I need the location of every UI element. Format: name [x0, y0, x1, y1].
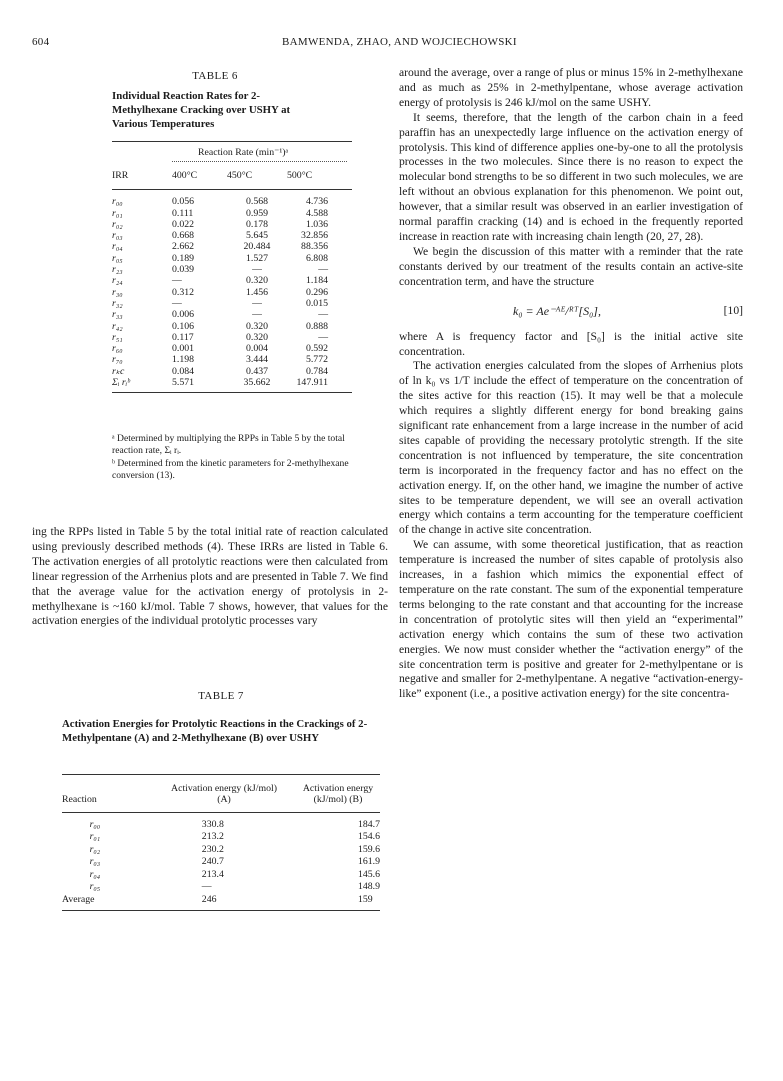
- table6-rate-label: r₀₄: [112, 241, 123, 253]
- table6-group-header: Reaction Rate (min⁻¹)ᵃ: [198, 147, 289, 158]
- table6-cell: 1.198: [172, 354, 195, 366]
- table6-grid: [112, 170, 352, 181]
- table6-cell: —: [252, 264, 262, 276]
- table6-cell: 0.015: [305, 297, 328, 309]
- table7-cell: 148.9: [357, 881, 380, 893]
- table6-rate-label: r₃₃: [112, 309, 123, 321]
- table6-bottom-rule: [112, 392, 352, 393]
- table6-rate-label: r₀₅: [112, 252, 123, 264]
- table6-head-row: [112, 170, 352, 181]
- table6-cell: 0.320: [245, 331, 269, 343]
- table6-cell: 3.444: [245, 354, 269, 366]
- table6-rate-label: rₖc: [112, 365, 125, 377]
- table7-body: [62, 819, 380, 907]
- table6-cell: 5.772: [305, 354, 328, 366]
- table6-cell: 88.356: [301, 241, 328, 253]
- table6-cell: 1.527: [245, 252, 269, 264]
- table6-cell: 0.888: [305, 320, 328, 332]
- table7-row: [62, 869, 380, 882]
- table7-row: [62, 831, 380, 844]
- table7-row: [62, 881, 380, 894]
- table7-cell: 159.6: [357, 843, 380, 855]
- table7-cell: 154.6: [357, 831, 380, 843]
- body-paragraph: We begin the discussion of this matter with a reminder that the rate constants derived by our treatment of the results contain an active-site concentration term, and have the structure: [399, 244, 743, 288]
- table6-cell: 0.296: [305, 286, 328, 298]
- right-column: [399, 66, 743, 702]
- table7-cell: 184.7: [357, 818, 380, 830]
- table7-reaction-label: r₀₀: [89, 818, 101, 830]
- table6-cell: 2.662: [172, 241, 195, 253]
- table7-row: [62, 844, 380, 857]
- table6-cell: 4.588: [305, 207, 328, 219]
- table6-rate-label: Σᵢ rᵢᵇ: [112, 377, 130, 389]
- table7-reaction-label: r₀₃: [89, 856, 101, 868]
- table6-cell: 0.189: [172, 252, 195, 264]
- table7-cell: 159: [357, 893, 373, 905]
- table6-label: TABLE 6: [192, 70, 238, 82]
- table6-rate-label: r₀₁: [112, 207, 123, 219]
- table6-rate-label: r₀₃: [112, 230, 123, 242]
- table6-row: [112, 287, 352, 298]
- table7: [62, 774, 380, 911]
- table6-rate-label: r₃₀: [112, 286, 123, 298]
- table6-rate-label: r₃₂: [112, 297, 123, 309]
- table6-row: [112, 219, 352, 230]
- table6-cell: 0.111: [172, 207, 194, 219]
- table6-cell: 5.571: [172, 377, 195, 389]
- table6-row: [112, 309, 352, 320]
- table6-cell: 0.320: [245, 275, 269, 287]
- table6-row: [112, 264, 352, 275]
- table6-cell: 0.004: [245, 343, 269, 355]
- body-paragraph: It seems, therefore, that the length of the carbon chain in a feed paraffin has an unexpectedly large influence on the activation energy of protolysis. This kind of difference applies one-by-one to all the protolysis processes in the two molecules. Since there is no reason to expect the molecular bond strengths to be so different in two such molecules, we are left without an obvious explanation for this phenomenon. We point out, however, that a similar result was observed in an earlier investigation of normal paraffin cracking (14) and is echoed in the frequently reported increase in reaction rate with increasing chain length (20, 27, 28).: [399, 110, 743, 243]
- table6-cell: 0.959: [245, 207, 269, 219]
- body-paragraph: around the average, over a range of plus or minus 15% in 2-methylhexane and as much as 25% in 2-methylpentane, whose average activation energy of protolysis is 246 kJ/mol on the same USHY.: [399, 66, 743, 109]
- table7-caption: Activation Energies for Protolytic Reactions in the Crackings of 2-Methylpentane (A) and 2-Methylhexane (B) over USHY: [62, 718, 368, 744]
- table6-rate-label: r₀₂: [112, 218, 123, 230]
- table6-footnote-a: ᵃ Determined by multiplying the RPPs in Table 5 by the total reaction rate, Σᵢ rᵢ.: [112, 433, 345, 456]
- table7-top-rule: [62, 774, 380, 775]
- table7-reaction-label: r₀₄: [89, 868, 101, 880]
- table7-cell: 145.6: [357, 868, 380, 880]
- table6-body: [112, 196, 352, 388]
- table6-rate-label: r₂₃: [112, 264, 123, 276]
- table6-cell: 0.039: [172, 264, 195, 276]
- table6-cell: —: [318, 264, 328, 276]
- table6-col-header: 500°C: [287, 170, 313, 181]
- table6-cell: 6.808: [305, 252, 328, 264]
- table7-cell: 246: [201, 893, 217, 905]
- table6-row: [112, 366, 352, 377]
- table6-cell: 1.456: [245, 286, 269, 298]
- table6-rate-label: r₄₂: [112, 320, 123, 332]
- table6-footnote-b: ᵇ Determined from the kinetic parameters for 2-methylhexane conversion (13).: [112, 458, 349, 481]
- table6-row: [112, 332, 352, 343]
- table6-row: [112, 208, 352, 219]
- table7-head-rule: [62, 812, 380, 813]
- table6-cell: 0.784: [305, 365, 328, 377]
- table6-caption: Individual Reaction Rates for 2-Methylhexane Cracking over USHY at Various Temperatures: [112, 90, 291, 130]
- table7-reaction-label: r₀₅: [89, 881, 101, 893]
- table6-cell: —: [318, 309, 328, 321]
- table6-col-header: 450°C: [227, 170, 253, 181]
- body-paragraph: We can assume, with some theoretical justification, that as reaction temperature is increased the number of sites capable of protolysis also increases, in a fashion which mimics the exponential effect of temperature on the rate constant. The sum of the exponential temperature terms belonging to the rate constant and that accounting for the increase in concentration of protolytic sites will then yield an “experimental” activation energy which contains the sum of these two activation energies. We now must consider whether the “activation energy” of the site concentration term is positive and greater for 2-methylpentane or is negative and smaller for 2-methylpentane. A negative “activation-energy-like” exponent (i.e., a positive activation energy) for the site concentra-: [399, 538, 743, 701]
- table7-cell: 240.7: [201, 856, 224, 868]
- table6-cell: 0.001: [172, 343, 195, 355]
- table7-bottom-rule: [62, 910, 380, 911]
- table7-cell: 213.4: [201, 868, 224, 880]
- table6-row: [112, 343, 352, 354]
- body-paragraph: The activation energies calculated from the slopes of Arrhenius plots of ln k₀ vs 1/T include the effect of temperature on the concentration of the sites active for this reaction (15). It may well be that a molecule which requires a slightly different energy for bond breaking gains significant rate enhancement from a large increase in the number of acid sites capable of providing the necessary protolytic strength. If the site concentration is not influenced by temperature, the site concentration term is incorporated in the frequency factor and has no effect on the activation energy. If, on the other hand, we imagine the number of active sites to be temperature dependent, we will see an overall activation energy which contains a term accounting for the temperature coefficient of the change in active site concentration.: [399, 359, 743, 537]
- table7-head-row: [62, 783, 380, 806]
- table6-row: [112, 241, 352, 252]
- table6-rate-label: r₆₀: [112, 343, 123, 355]
- table6-cell: —: [252, 309, 262, 321]
- table6-row: [112, 321, 352, 332]
- table6-row: [112, 354, 352, 365]
- running-title: BAMWENDA, ZHAO, AND WOJCIECHOWSKI: [282, 36, 517, 48]
- table6-cell: 32.856: [301, 230, 328, 242]
- table7-cell: 230.2: [201, 843, 224, 855]
- equation-block: [399, 290, 743, 330]
- table7-label: TABLE 7: [198, 690, 244, 702]
- table6-cell: 0.056: [172, 196, 195, 208]
- table6-group-rule: [172, 161, 347, 162]
- table6-cell: 35.662: [243, 377, 271, 389]
- table6-cell: 0.668: [172, 230, 195, 242]
- table6-rate-label: r₇₀: [112, 354, 123, 366]
- left-column-paragraph: [32, 525, 388, 629]
- table6-cell: 0.178: [245, 218, 269, 230]
- table6-cell: 5.645: [245, 230, 269, 242]
- table7-reaction-label: r₀₂: [89, 843, 101, 855]
- table6-cell: 0.106: [172, 320, 195, 332]
- table6-cell: 0.022: [172, 218, 195, 230]
- table6-cell: 4.736: [305, 196, 328, 208]
- table6-cell: 0.006: [172, 309, 195, 321]
- table6-col-header: IRR: [112, 170, 129, 181]
- table6-cell: 147.911: [296, 377, 328, 389]
- table6-cell: —: [318, 331, 328, 343]
- page-number: 604: [32, 36, 50, 48]
- table6-col-header: 400°C: [172, 170, 198, 181]
- body-paragraph: ing the RPPs listed in Table 5 by the total initial rate of reaction calculated using previously described methods (4). These IRRs are listed in Table 6. The activation energies of all protolytic reactions were then calculated from linear regression of the Arrhenius plots and are presented in Table 7. We find that the average value for the activation energy of protolysis in 2-methylhexane is ~160 kJ/mol. Table 7 shows, however, that values for the activation energies of the individual protolytic processes vary: [32, 525, 388, 628]
- table6-row: [112, 230, 352, 241]
- table7-cell: —: [201, 881, 212, 893]
- table6-cell: 0.312: [172, 286, 195, 298]
- table7-cell: 213.2: [201, 831, 224, 843]
- table7-row: [62, 819, 380, 832]
- equation: k₀ = Ae⁻ᴬᴱ/ᴿᵀ[S₀],: [513, 303, 601, 318]
- table6-cell: 20.484: [243, 241, 271, 253]
- table6-cell: 0.084: [172, 365, 195, 377]
- table6-row: [112, 196, 352, 207]
- table6-head-rule: [112, 189, 352, 190]
- table7-reaction-label: r₀₁: [89, 831, 101, 843]
- table6-row: [112, 298, 352, 309]
- table7-row: [62, 856, 380, 869]
- body-paragraph: where A is frequency factor and [S₀] is the initial active site concentration.: [399, 329, 743, 358]
- equation-number: [10]: [723, 303, 743, 317]
- table6-rate-label: r₀₀: [112, 196, 123, 208]
- table6-cell: 0.437: [245, 365, 269, 377]
- table6-cell: —: [172, 275, 182, 287]
- table7-col-header: Reaction: [62, 794, 97, 806]
- table7-head: [62, 783, 380, 806]
- table6-row: [112, 377, 352, 388]
- table6-rate-label: r₂₄: [112, 275, 123, 287]
- table6-cell: —: [252, 297, 262, 309]
- table7-reaction-label: Average: [62, 893, 95, 905]
- table7-col-header: Activation energy (kJ/mol) (A): [171, 783, 277, 806]
- table7-cell: 161.9: [357, 856, 380, 868]
- table6-cell: —: [172, 297, 182, 309]
- table6: [112, 141, 352, 393]
- table6-rate-label: r₅₁: [112, 331, 123, 343]
- table6-row: [112, 275, 352, 286]
- table6-cell: 0.568: [245, 196, 269, 208]
- table7-col-header: Activation energy (kJ/mol) (B): [302, 783, 374, 806]
- table7-cell: 330.8: [201, 818, 224, 830]
- table6-cell: 0.592: [305, 343, 328, 355]
- table6-cell: 1.036: [305, 218, 328, 230]
- table6-cell: 1.184: [305, 275, 328, 287]
- table7-row: [62, 894, 380, 907]
- table6-cell: 0.117: [172, 331, 194, 343]
- table6-cell: 0.320: [245, 320, 269, 332]
- table6-row: [112, 253, 352, 264]
